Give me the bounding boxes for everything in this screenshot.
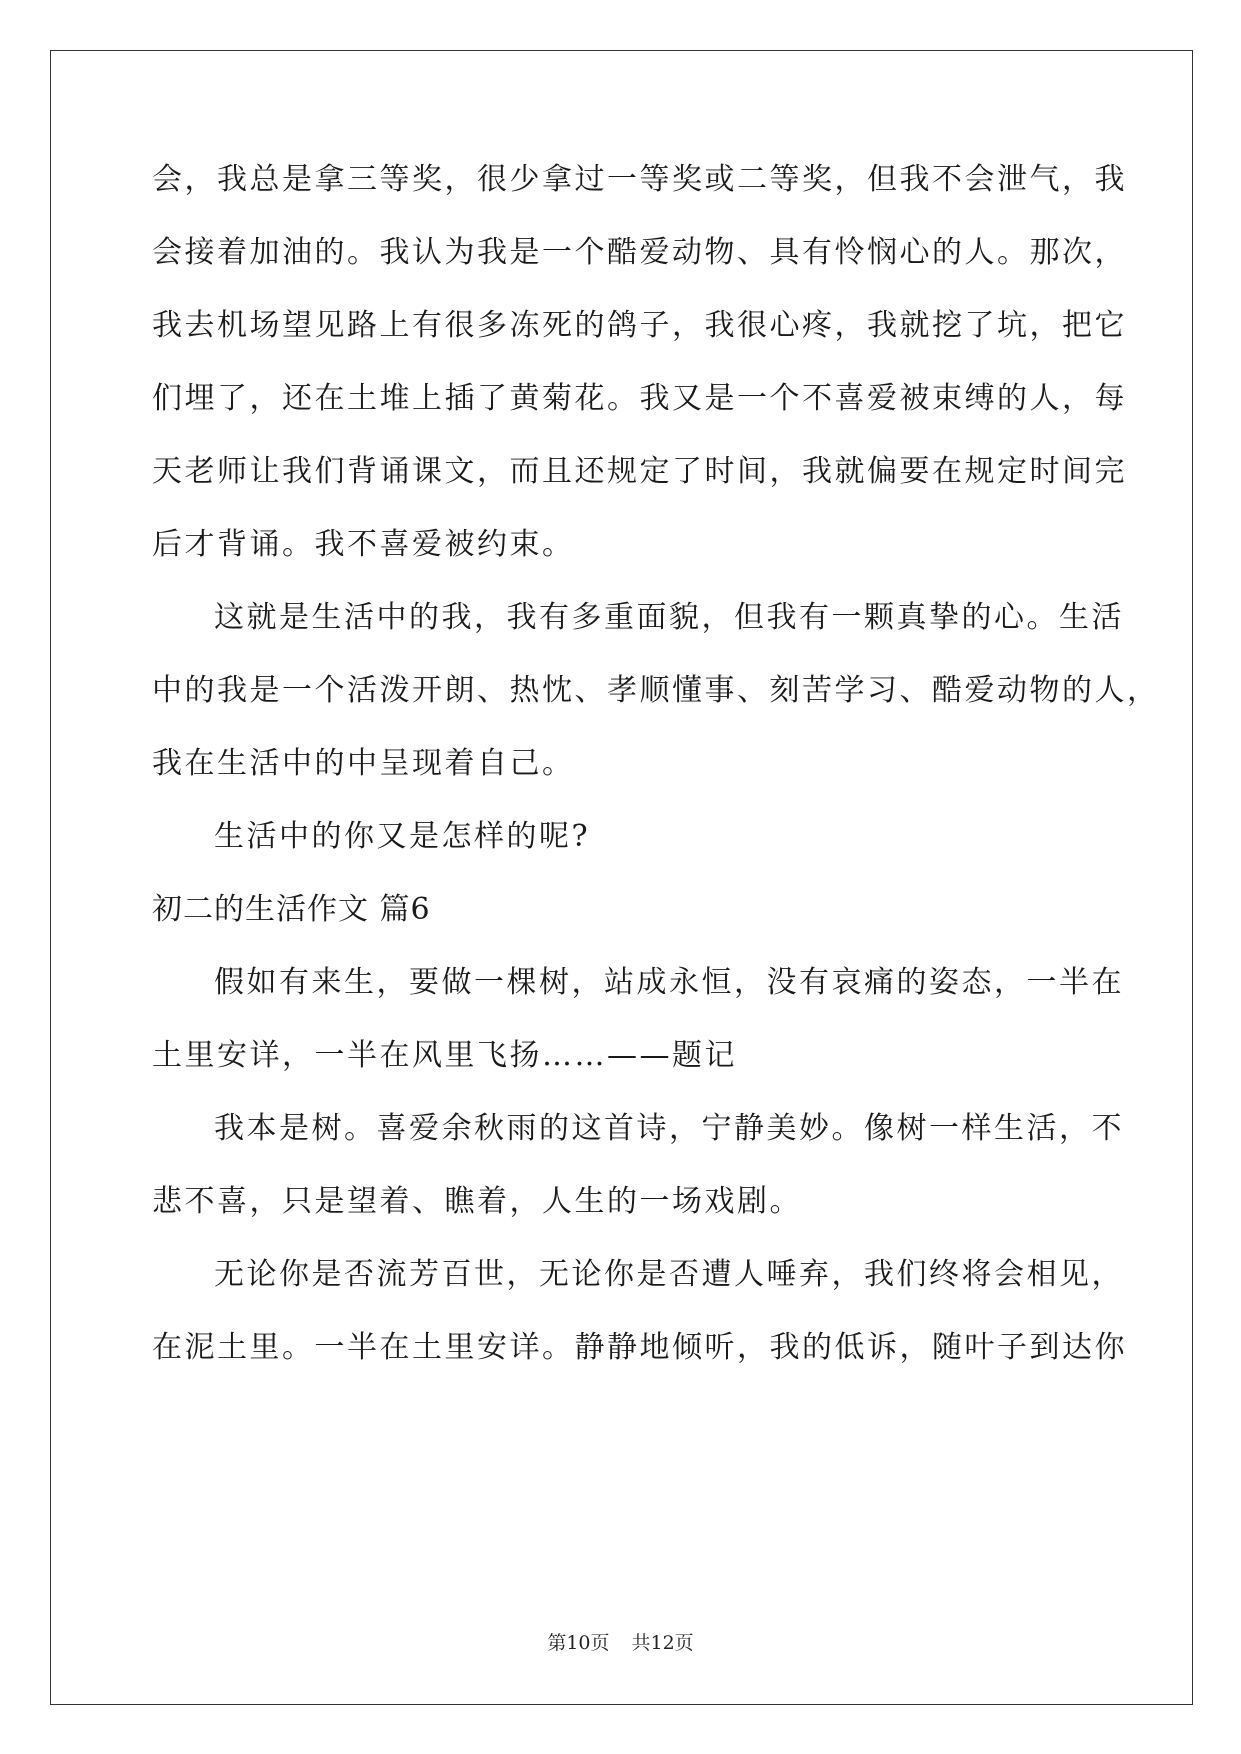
section-heading: 初二的生活作文 篇6 (152, 892, 431, 927)
text-line: 会，我总是拿三等奖，很少拿过一等奖或二等奖，但我不会泄气，我 (152, 162, 1127, 197)
text-line: 会接着加油的。我认为我是一个酷爱动物、具有怜悯心的人。那次， (152, 235, 1127, 270)
paragraph-start-line: 无论你是否流芳百世，无论你是否遭人唾弃，我们终将会相见， (214, 1257, 1124, 1292)
page-footer (0, 1632, 1241, 1654)
page-border (50, 50, 1193, 1705)
paragraph-start-line: 我本是树。喜爱余秋雨的这首诗，宁静美妙。像树一样生活，不 (214, 1111, 1124, 1146)
text-line: 在泥土里。一半在土里安详。静静地倾听，我的低诉，随叶子到达你 (152, 1330, 1127, 1365)
text-line: 我在生活中的中呈现着自己。 (152, 746, 575, 781)
total-pages: 共12页 (631, 1632, 694, 1654)
text-line: 们埋了，还在土堆上插了黄菊花。我又是一个不喜爱被束缚的人，每 (152, 381, 1127, 416)
text-line: 我去机场望见路上有很多冻死的鸽子，我很心疼，我就挖了坑，把它 (152, 308, 1127, 343)
paragraph-start-line: 这就是生活中的我，我有多重面貌，但我有一颗真挚的心。生活 (214, 600, 1124, 635)
text-line: 土里安详，一半在风里飞扬……——题记 (152, 1038, 737, 1073)
page-number: 第10页 (547, 1632, 610, 1654)
paragraph-start-line: 假如有来生，要做一棵树，站成永恒，没有哀痛的姿态，一半在 (214, 965, 1124, 1000)
text-line: 中的我是一个活泼开朗、热忱、孝顺懂事、刻苦学习、酷爱动物的人， (152, 673, 1160, 708)
text-line: 天老师让我们背诵课文，而且还规定了时间，我就偏要在规定时间完 (152, 454, 1127, 489)
text-line: 后才背诵。我不喜爱被约束。 (152, 527, 575, 562)
paragraph-start-line: 生活中的你又是怎样的呢? (214, 819, 591, 854)
text-line: 悲不喜，只是望着、瞧着，人生的一场戏剧。 (152, 1184, 802, 1219)
